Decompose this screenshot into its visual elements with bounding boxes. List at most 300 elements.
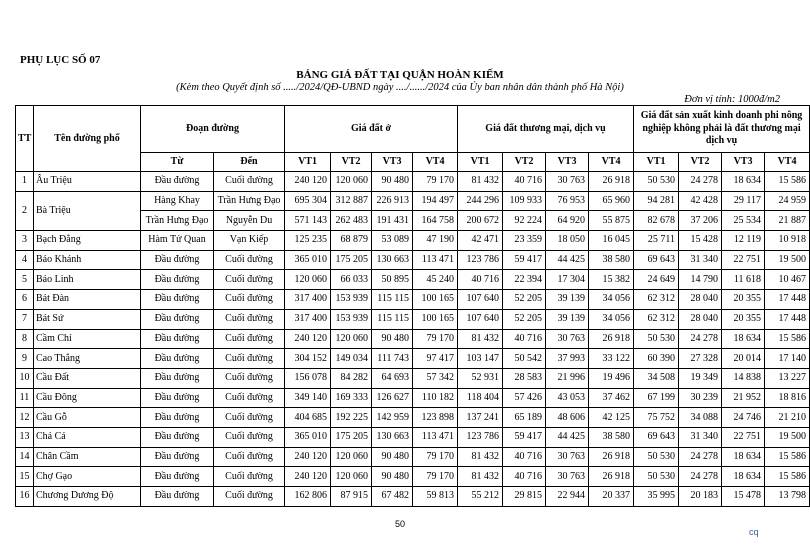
header-vt: VT2 bbox=[679, 153, 722, 172]
cell-price: 18 050 bbox=[546, 231, 589, 251]
cell-price: 26 918 bbox=[589, 447, 634, 467]
cell-price: 81 432 bbox=[458, 329, 503, 349]
cell-street-name: Chợ Gạo bbox=[34, 467, 141, 487]
cell-street-name: Bát Sứ bbox=[34, 309, 141, 329]
cell-to: Cuối đường bbox=[214, 427, 285, 447]
cell-price: 123 786 bbox=[458, 250, 503, 270]
cell-price: 149 034 bbox=[331, 349, 372, 369]
cell-price: 695 304 bbox=[285, 191, 331, 211]
header-street-name: Tên đường phố bbox=[34, 106, 141, 172]
cell-price: 11 618 bbox=[722, 270, 765, 290]
page-mark: cq bbox=[749, 527, 759, 537]
cell-price: 192 225 bbox=[331, 408, 372, 428]
cell-price: 23 359 bbox=[503, 231, 546, 251]
cell-price: 240 120 bbox=[285, 172, 331, 192]
cell-price: 50 530 bbox=[634, 172, 679, 192]
cell-tt: 15 bbox=[16, 467, 34, 487]
cell-from: Đầu đường bbox=[141, 408, 214, 428]
cell-price: 50 530 bbox=[634, 329, 679, 349]
cell-price: 17 448 bbox=[765, 309, 810, 329]
header-vt: VT1 bbox=[634, 153, 679, 172]
cell-price: 15 586 bbox=[765, 447, 810, 467]
cell-price: 90 480 bbox=[372, 467, 413, 487]
cell-street-name: Bát Đàn bbox=[34, 290, 141, 310]
cell-price: 81 432 bbox=[458, 447, 503, 467]
cell-price: 15 586 bbox=[765, 467, 810, 487]
cell-price: 20 337 bbox=[589, 487, 634, 507]
cell-price: 15 428 bbox=[679, 231, 722, 251]
cell-street-name: Âu Triệu bbox=[34, 172, 141, 192]
document-title: BẢNG GIÁ ĐẤT TẠI QUẬN HOÀN KIẾM bbox=[296, 69, 504, 81]
cell-price: 153 939 bbox=[331, 309, 372, 329]
cell-price: 17 140 bbox=[765, 349, 810, 369]
cell-from: Đầu đường bbox=[141, 427, 214, 447]
cell-price: 107 640 bbox=[458, 309, 503, 329]
cell-price: 24 278 bbox=[679, 329, 722, 349]
cell-price: 50 895 bbox=[372, 270, 413, 290]
cell-price: 50 530 bbox=[634, 467, 679, 487]
cell-tt: 12 bbox=[16, 408, 34, 428]
cell-street-name: Cầu Đông bbox=[34, 388, 141, 408]
cell-price: 113 471 bbox=[413, 250, 458, 270]
cell-price: 90 480 bbox=[372, 172, 413, 192]
table-row bbox=[16, 467, 810, 487]
cell-price: 55 212 bbox=[458, 487, 503, 507]
cell-price: 37 993 bbox=[546, 349, 589, 369]
cell-price: 191 431 bbox=[372, 211, 413, 231]
cell-price: 16 045 bbox=[589, 231, 634, 251]
cell-price: 304 152 bbox=[285, 349, 331, 369]
cell-price: 40 716 bbox=[503, 329, 546, 349]
cell-price: 28 040 bbox=[679, 309, 722, 329]
cell-price: 97 417 bbox=[413, 349, 458, 369]
cell-to: Cuối đường bbox=[214, 388, 285, 408]
cell-price: 35 995 bbox=[634, 487, 679, 507]
table-row bbox=[16, 368, 810, 388]
cell-price: 22 751 bbox=[722, 250, 765, 270]
cell-price: 57 426 bbox=[503, 388, 546, 408]
cell-from: Đầu đường bbox=[141, 447, 214, 467]
cell-price: 27 328 bbox=[679, 349, 722, 369]
cell-price: 164 758 bbox=[413, 211, 458, 231]
cell-price: 84 282 bbox=[331, 368, 372, 388]
cell-price: 123 898 bbox=[413, 408, 458, 428]
cell-street-name: Bạch Đằng bbox=[34, 231, 141, 251]
cell-price: 30 763 bbox=[546, 329, 589, 349]
cell-price: 62 312 bbox=[634, 309, 679, 329]
table-row bbox=[16, 388, 810, 408]
cell-price: 44 425 bbox=[546, 250, 589, 270]
cell-price: 64 920 bbox=[546, 211, 589, 231]
cell-price: 175 205 bbox=[331, 250, 372, 270]
cell-street-name: Bảo Khánh bbox=[34, 250, 141, 270]
cell-price: 240 120 bbox=[285, 447, 331, 467]
cell-tt: 1 bbox=[16, 172, 34, 192]
cell-price: 25 711 bbox=[634, 231, 679, 251]
cell-price: 13 798 bbox=[765, 487, 810, 507]
cell-tt: 5 bbox=[16, 270, 34, 290]
cell-price: 120 060 bbox=[331, 447, 372, 467]
cell-street-name: Cầu Gỗ bbox=[34, 408, 141, 428]
cell-to: Cuối đường bbox=[214, 250, 285, 270]
cell-tt: 6 bbox=[16, 290, 34, 310]
appendix-label: PHỤ LỤC SỐ 07 bbox=[20, 54, 101, 66]
cell-price: 18 634 bbox=[722, 329, 765, 349]
cell-tt: 9 bbox=[16, 349, 34, 369]
cell-from: Đầu đường bbox=[141, 487, 214, 507]
cell-price: 26 918 bbox=[589, 172, 634, 192]
table-row bbox=[16, 191, 810, 211]
table-body bbox=[16, 172, 810, 507]
cell-price: 349 140 bbox=[285, 388, 331, 408]
cell-price: 24 746 bbox=[722, 408, 765, 428]
header-vt: VT1 bbox=[458, 153, 503, 172]
document-subtitle: (Kèm theo Quyết định số ...../2024/QĐ-UBND ngày ..../....../2024 của Ủy ban nhân dân thành phố Hà Nội) bbox=[176, 82, 624, 93]
table-row bbox=[16, 329, 810, 349]
cell-price: 571 143 bbox=[285, 211, 331, 231]
cell-from: Đầu đường bbox=[141, 467, 214, 487]
table-row bbox=[16, 349, 810, 369]
cell-price: 226 913 bbox=[372, 191, 413, 211]
cell-street-name: Cầm Chỉ bbox=[34, 329, 141, 349]
cell-price: 100 165 bbox=[413, 309, 458, 329]
cell-price: 79 170 bbox=[413, 329, 458, 349]
cell-price: 40 716 bbox=[503, 172, 546, 192]
cell-price: 52 931 bbox=[458, 368, 503, 388]
cell-price: 37 206 bbox=[679, 211, 722, 231]
cell-price: 317 400 bbox=[285, 309, 331, 329]
land-price-table bbox=[15, 105, 810, 507]
cell-price: 59 417 bbox=[503, 427, 546, 447]
cell-price: 90 480 bbox=[372, 447, 413, 467]
cell-price: 200 672 bbox=[458, 211, 503, 231]
cell-price: 10 467 bbox=[765, 270, 810, 290]
cell-price: 10 918 bbox=[765, 231, 810, 251]
cell-to: Cuối đường bbox=[214, 349, 285, 369]
cell-from: Đầu đường bbox=[141, 349, 214, 369]
cell-price: 20 183 bbox=[679, 487, 722, 507]
cell-price: 31 340 bbox=[679, 250, 722, 270]
cell-price: 52 205 bbox=[503, 290, 546, 310]
cell-price: 142 959 bbox=[372, 408, 413, 428]
cell-price: 60 390 bbox=[634, 349, 679, 369]
cell-price: 34 056 bbox=[589, 290, 634, 310]
cell-price: 123 786 bbox=[458, 427, 503, 447]
cell-price: 67 482 bbox=[372, 487, 413, 507]
cell-price: 18 634 bbox=[722, 172, 765, 192]
cell-price: 18 634 bbox=[722, 447, 765, 467]
cell-price: 13 227 bbox=[765, 368, 810, 388]
header-vt: VT3 bbox=[372, 153, 413, 172]
cell-price: 19 496 bbox=[589, 368, 634, 388]
unit-label: Đơn vị tính: 1000đ/m2 bbox=[684, 94, 780, 105]
cell-price: 65 189 bbox=[503, 408, 546, 428]
cell-from: Hàm Tử Quan bbox=[141, 231, 214, 251]
cell-price: 29 117 bbox=[722, 191, 765, 211]
table-row bbox=[16, 270, 810, 290]
cell-from: Đầu đường bbox=[141, 309, 214, 329]
cell-price: 14 838 bbox=[722, 368, 765, 388]
cell-tt: 8 bbox=[16, 329, 34, 349]
cell-price: 92 224 bbox=[503, 211, 546, 231]
cell-price: 20 014 bbox=[722, 349, 765, 369]
cell-price: 40 716 bbox=[503, 447, 546, 467]
cell-price: 365 010 bbox=[285, 427, 331, 447]
cell-price: 17 448 bbox=[765, 290, 810, 310]
cell-price: 43 053 bbox=[546, 388, 589, 408]
cell-price: 113 471 bbox=[413, 427, 458, 447]
cell-price: 107 640 bbox=[458, 290, 503, 310]
cell-price: 15 586 bbox=[765, 172, 810, 192]
cell-price: 26 918 bbox=[589, 329, 634, 349]
cell-price: 39 139 bbox=[546, 309, 589, 329]
cell-price: 19 500 bbox=[765, 250, 810, 270]
cell-price: 12 119 bbox=[722, 231, 765, 251]
cell-price: 62 312 bbox=[634, 290, 679, 310]
cell-price: 120 060 bbox=[331, 467, 372, 487]
cell-price: 120 060 bbox=[285, 270, 331, 290]
cell-price: 120 060 bbox=[331, 329, 372, 349]
cell-street-name: Cao Thắng bbox=[34, 349, 141, 369]
cell-price: 130 663 bbox=[372, 427, 413, 447]
cell-price: 22 751 bbox=[722, 427, 765, 447]
cell-tt: 7 bbox=[16, 309, 34, 329]
cell-price: 40 716 bbox=[503, 467, 546, 487]
cell-price: 317 400 bbox=[285, 290, 331, 310]
cell-price: 30 239 bbox=[679, 388, 722, 408]
header-vt: VT2 bbox=[331, 153, 372, 172]
cell-price: 125 235 bbox=[285, 231, 331, 251]
header-row bbox=[16, 106, 810, 153]
cell-price: 194 497 bbox=[413, 191, 458, 211]
cell-street-name: Bà Triệu bbox=[34, 191, 141, 230]
cell-price: 81 432 bbox=[458, 172, 503, 192]
cell-from: Đầu đường bbox=[141, 172, 214, 192]
table-row bbox=[16, 231, 810, 251]
cell-to: Cuối đường bbox=[214, 172, 285, 192]
header-vt: VT4 bbox=[413, 153, 458, 172]
cell-price: 79 170 bbox=[413, 172, 458, 192]
cell-price: 52 205 bbox=[503, 309, 546, 329]
cell-from: Đầu đường bbox=[141, 250, 214, 270]
cell-price: 64 693 bbox=[372, 368, 413, 388]
cell-price: 82 678 bbox=[634, 211, 679, 231]
cell-price: 28 583 bbox=[503, 368, 546, 388]
cell-to: Cuối đường bbox=[214, 309, 285, 329]
cell-tt: 11 bbox=[16, 388, 34, 408]
cell-price: 44 425 bbox=[546, 427, 589, 447]
cell-to: Cuối đường bbox=[214, 290, 285, 310]
cell-price: 66 033 bbox=[331, 270, 372, 290]
cell-to: Cuối đường bbox=[214, 447, 285, 467]
cell-price: 21 210 bbox=[765, 408, 810, 428]
header-to: Đến bbox=[214, 153, 285, 172]
cell-price: 45 240 bbox=[413, 270, 458, 290]
cell-price: 25 534 bbox=[722, 211, 765, 231]
cell-price: 37 462 bbox=[589, 388, 634, 408]
header-production-price: Giá đất sản xuất kinh doanh phi nông nghiệp không phải là đất thương mại dịch vụ bbox=[634, 106, 810, 153]
cell-price: 30 763 bbox=[546, 172, 589, 192]
cell-price: 39 139 bbox=[546, 290, 589, 310]
cell-price: 31 340 bbox=[679, 427, 722, 447]
header-segment: Đoạn đường bbox=[141, 106, 285, 153]
cell-price: 79 170 bbox=[413, 467, 458, 487]
cell-price: 262 483 bbox=[331, 211, 372, 231]
cell-tt: 16 bbox=[16, 487, 34, 507]
cell-price: 20 355 bbox=[722, 309, 765, 329]
cell-price: 50 530 bbox=[634, 447, 679, 467]
cell-price: 115 115 bbox=[372, 290, 413, 310]
header-from: Từ bbox=[141, 153, 214, 172]
cell-price: 76 953 bbox=[546, 191, 589, 211]
table-row bbox=[16, 309, 810, 329]
cell-tt: 10 bbox=[16, 368, 34, 388]
cell-price: 15 478 bbox=[722, 487, 765, 507]
cell-price: 90 480 bbox=[372, 329, 413, 349]
cell-street-name: Chả Cá bbox=[34, 427, 141, 447]
header-vt: VT4 bbox=[589, 153, 634, 172]
cell-price: 65 960 bbox=[589, 191, 634, 211]
table-row bbox=[16, 172, 810, 192]
header-vt: VT2 bbox=[503, 153, 546, 172]
cell-price: 48 606 bbox=[546, 408, 589, 428]
cell-price: 175 205 bbox=[331, 427, 372, 447]
cell-from: Đầu đường bbox=[141, 329, 214, 349]
cell-to: Nguyễn Du bbox=[214, 211, 285, 231]
cell-price: 26 918 bbox=[589, 467, 634, 487]
cell-price: 57 342 bbox=[413, 368, 458, 388]
cell-tt: 2 bbox=[16, 191, 34, 230]
cell-price: 240 120 bbox=[285, 329, 331, 349]
cell-price: 126 627 bbox=[372, 388, 413, 408]
cell-price: 40 716 bbox=[458, 270, 503, 290]
cell-price: 110 182 bbox=[413, 388, 458, 408]
cell-price: 59 813 bbox=[413, 487, 458, 507]
cell-price: 38 580 bbox=[589, 427, 634, 447]
cell-price: 24 278 bbox=[679, 447, 722, 467]
cell-to: Cuối đường bbox=[214, 467, 285, 487]
cell-to: Cuối đường bbox=[214, 329, 285, 349]
cell-price: 118 404 bbox=[458, 388, 503, 408]
cell-price: 365 010 bbox=[285, 250, 331, 270]
cell-from: Đầu đường bbox=[141, 368, 214, 388]
header-vt: VT3 bbox=[546, 153, 589, 172]
cell-price: 34 508 bbox=[634, 368, 679, 388]
cell-price: 244 296 bbox=[458, 191, 503, 211]
cell-street-name: Cầu Đất bbox=[34, 368, 141, 388]
cell-price: 81 432 bbox=[458, 467, 503, 487]
cell-price: 34 056 bbox=[589, 309, 634, 329]
cell-to: Cuối đường bbox=[214, 487, 285, 507]
cell-to: Cuối đường bbox=[214, 408, 285, 428]
cell-street-name: Chân Cầm bbox=[34, 447, 141, 467]
cell-price: 22 394 bbox=[503, 270, 546, 290]
cell-tt: 13 bbox=[16, 427, 34, 447]
cell-price: 24 959 bbox=[765, 191, 810, 211]
cell-price: 15 382 bbox=[589, 270, 634, 290]
cell-tt: 3 bbox=[16, 231, 34, 251]
cell-price: 33 122 bbox=[589, 349, 634, 369]
cell-price: 115 115 bbox=[372, 309, 413, 329]
header-vt: VT1 bbox=[285, 153, 331, 172]
cell-tt: 4 bbox=[16, 250, 34, 270]
cell-price: 75 752 bbox=[634, 408, 679, 428]
page-number: 50 bbox=[394, 519, 405, 529]
cell-street-name: Bảo Linh bbox=[34, 270, 141, 290]
cell-from: Đầu đường bbox=[141, 388, 214, 408]
cell-price: 24 278 bbox=[679, 467, 722, 487]
cell-from: Hàng Khay bbox=[141, 191, 214, 211]
cell-price: 111 743 bbox=[372, 349, 413, 369]
cell-price: 137 241 bbox=[458, 408, 503, 428]
cell-price: 14 790 bbox=[679, 270, 722, 290]
cell-price: 47 190 bbox=[413, 231, 458, 251]
cell-price: 103 147 bbox=[458, 349, 503, 369]
header-tt: TT bbox=[16, 106, 34, 172]
cell-price: 29 815 bbox=[503, 487, 546, 507]
cell-price: 22 944 bbox=[546, 487, 589, 507]
cell-from: Đầu đường bbox=[141, 270, 214, 290]
cell-price: 240 120 bbox=[285, 467, 331, 487]
cell-price: 68 879 bbox=[331, 231, 372, 251]
cell-price: 67 199 bbox=[634, 388, 679, 408]
header-vt: VT3 bbox=[722, 153, 765, 172]
cell-price: 18 816 bbox=[765, 388, 810, 408]
cell-price: 42 471 bbox=[458, 231, 503, 251]
cell-from: Trần Hưng Đạo bbox=[141, 211, 214, 231]
cell-from: Đầu đường bbox=[141, 290, 214, 310]
cell-price: 312 887 bbox=[331, 191, 372, 211]
header-commercial-price: Giá đất thương mại, dịch vụ bbox=[458, 106, 634, 153]
cell-price: 156 078 bbox=[285, 368, 331, 388]
header-residential-price: Giá đất ở bbox=[285, 106, 458, 153]
cell-price: 100 165 bbox=[413, 290, 458, 310]
cell-price: 69 643 bbox=[634, 427, 679, 447]
cell-price: 38 580 bbox=[589, 250, 634, 270]
cell-price: 15 586 bbox=[765, 329, 810, 349]
table-row bbox=[16, 290, 810, 310]
cell-price: 162 806 bbox=[285, 487, 331, 507]
cell-price: 42 125 bbox=[589, 408, 634, 428]
cell-to: Cuối đường bbox=[214, 270, 285, 290]
cell-price: 120 060 bbox=[331, 172, 372, 192]
cell-price: 42 428 bbox=[679, 191, 722, 211]
cell-price: 50 542 bbox=[503, 349, 546, 369]
cell-price: 19 349 bbox=[679, 368, 722, 388]
table-row bbox=[16, 408, 810, 428]
cell-price: 169 333 bbox=[331, 388, 372, 408]
cell-price: 17 304 bbox=[546, 270, 589, 290]
cell-to: Vạn Kiếp bbox=[214, 231, 285, 251]
cell-price: 53 089 bbox=[372, 231, 413, 251]
cell-price: 18 634 bbox=[722, 467, 765, 487]
cell-price: 94 281 bbox=[634, 191, 679, 211]
cell-price: 59 417 bbox=[503, 250, 546, 270]
cell-to: Trần Hưng Đạo bbox=[214, 191, 285, 211]
cell-price: 87 915 bbox=[331, 487, 372, 507]
cell-price: 30 763 bbox=[546, 467, 589, 487]
cell-price: 24 278 bbox=[679, 172, 722, 192]
table-row bbox=[16, 427, 810, 447]
cell-price: 24 649 bbox=[634, 270, 679, 290]
cell-price: 130 663 bbox=[372, 250, 413, 270]
table-row bbox=[16, 447, 810, 467]
cell-price: 19 500 bbox=[765, 427, 810, 447]
cell-price: 21 952 bbox=[722, 388, 765, 408]
table-row bbox=[16, 250, 810, 270]
cell-street-name: Chương Dương Độ bbox=[34, 487, 141, 507]
cell-to: Cuối đường bbox=[214, 368, 285, 388]
